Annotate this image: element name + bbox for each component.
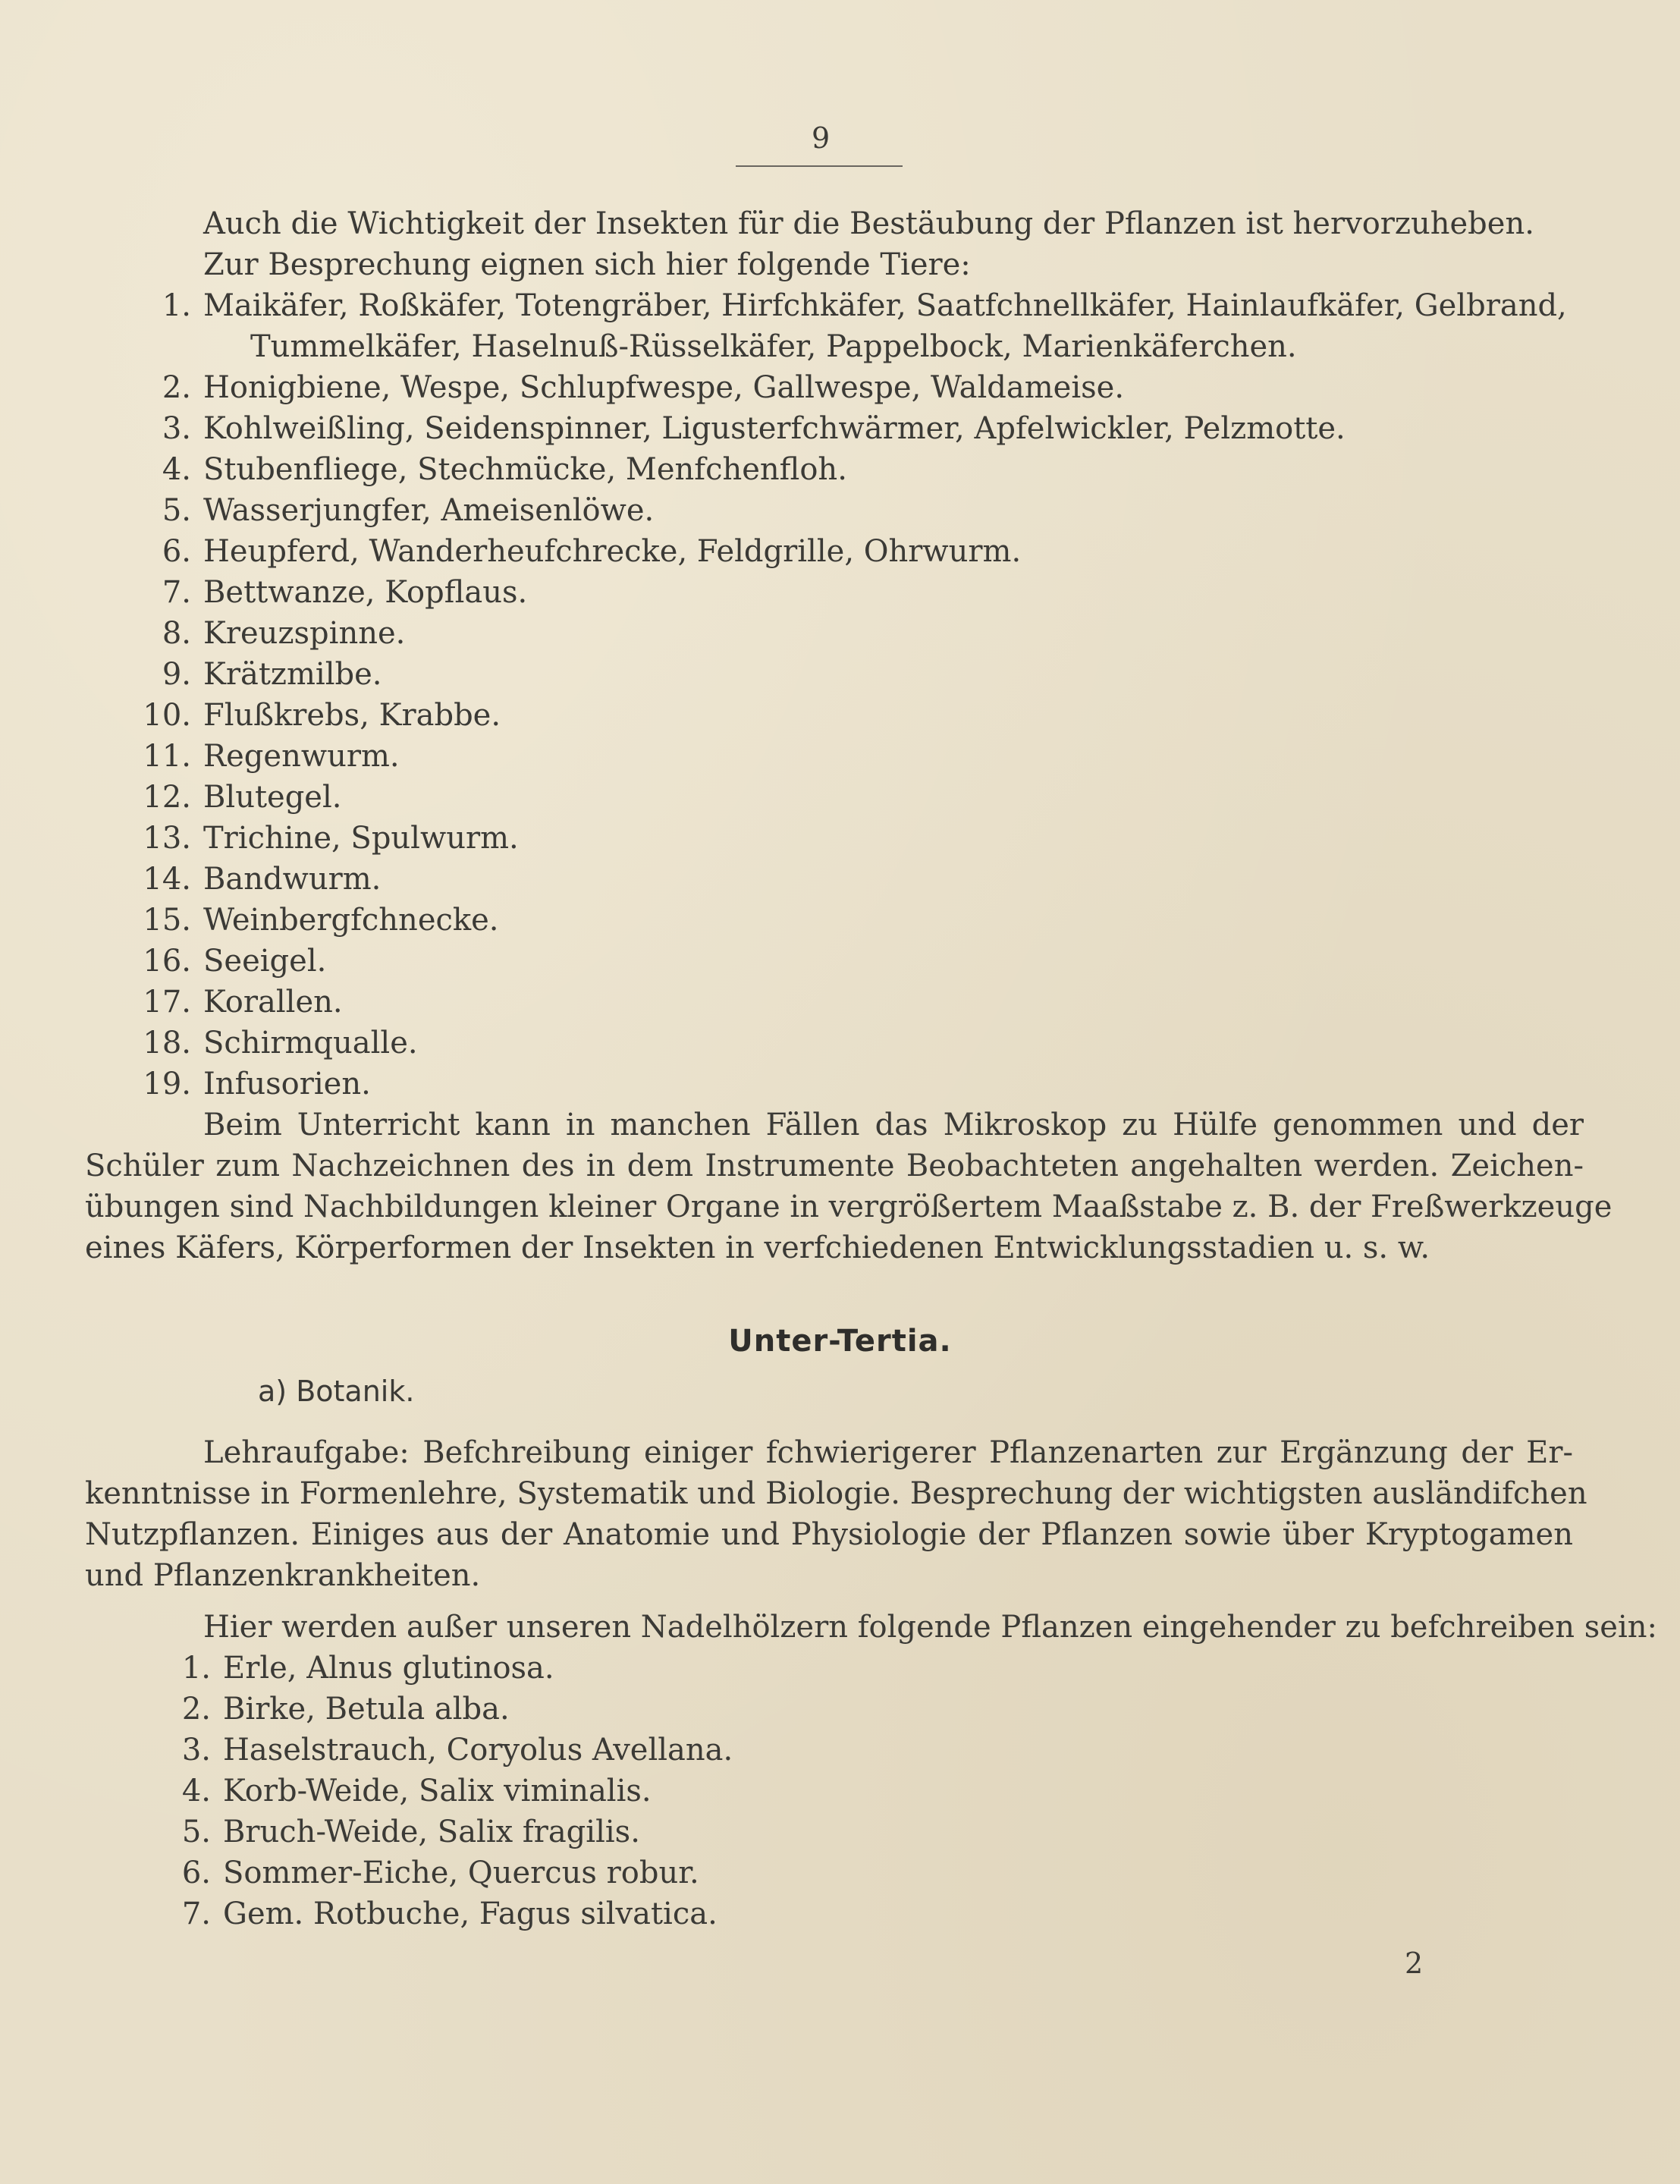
list-text: Korallen. — [203, 985, 343, 1020]
list-number: 5. — [181, 1815, 211, 1849]
list-number: 2. — [181, 1692, 211, 1727]
list-number: 3. — [181, 1733, 211, 1768]
paragraph-line: Lehraufgabe: Befchreibung einiger fchwierigerer Pflanzenarten zur Ergänzung der Er- — [203, 1435, 1573, 1470]
list-text: Krätzmilbe. — [203, 657, 382, 692]
plant-list-item — [177, 1812, 640, 1852]
paragraph-line: Schüler zum Nachzeichnen des in dem Instrumente Beobachteten angehalten werden. Zeichen- — [85, 1149, 1584, 1183]
paragraph-line: eines Käfers, Körperformen der Insekten in verfchiedenen Entwicklungsstadien u. s. w. — [85, 1230, 1430, 1265]
list-number: 7. — [162, 575, 191, 610]
paragraph-line: Beim Unterricht kann in manchen Fällen das Mikroskop zu Hülfe genommen und der — [203, 1108, 1584, 1142]
list-number: 3. — [162, 411, 191, 446]
list-text: Bandwurm. — [203, 862, 382, 897]
list-text: Bettwanze, Kopflaus. — [203, 575, 528, 610]
animal-list-item — [137, 1064, 371, 1105]
list-text: Trichine, Spulwurm. — [203, 821, 519, 856]
paragraph-line: und Pflanzenkrankheiten. — [85, 1558, 481, 1593]
list-text: Maikäfer, Roßkäfer, Totengräber, Hirfchkäfer, Saatfchnellkäfer, Hainlaufkäfer, Gelbrand, — [203, 288, 1567, 323]
list-text: Bruch-Weide, Salix fragilis. — [223, 1815, 640, 1849]
animal-list-item-continuation: Tummelkäfer, Haselnuß-Rüsselkäfer, Pappelbock, Marienkäferchen. — [250, 329, 1297, 364]
list-text: Sommer-Eiche, Quercus robur. — [223, 1856, 699, 1890]
list-text: Haselstrauch, Coryolus Avellana. — [223, 1733, 733, 1768]
animal-list-item — [137, 449, 847, 490]
plant-list-item — [177, 1689, 510, 1730]
list-number: 5. — [162, 493, 191, 528]
animal-list-item — [137, 982, 343, 1023]
list-number: 18. — [143, 1026, 191, 1061]
intro-line-2: Zur Besprechung eignen sich hier folgende Tiere: — [203, 247, 971, 282]
list-number: 12. — [143, 780, 191, 815]
list-number: 9. — [162, 657, 191, 692]
animal-list-item — [137, 859, 381, 900]
animal-list-item — [137, 408, 1346, 449]
list-text: Kohlweißling, Seidenspinner, Ligusterfchwärmer, Apfelwickler, Pelzmotte. — [203, 411, 1346, 446]
list-number: 8. — [162, 616, 191, 651]
list-text: Wasserjungfer, Ameisenlöwe. — [203, 493, 655, 528]
plant-list-item — [177, 1771, 652, 1812]
list-text: Blutegel. — [203, 780, 342, 815]
animal-list-item — [137, 285, 1567, 326]
list-number: 7. — [181, 1896, 211, 1931]
paragraph-line: kenntnisse in Formenlehre, Systematik und Biologie. Besprechung der wichtigsten ausländifchen — [85, 1476, 1587, 1511]
list-text: Seeigel. — [203, 944, 327, 979]
animal-list-item — [137, 900, 499, 941]
animal-list-item — [137, 490, 654, 531]
animal-list-item — [137, 1023, 418, 1064]
list-text: Weinbergfchnecke. — [203, 903, 499, 938]
list-text: Korb-Weide, Salix viminalis. — [223, 1774, 652, 1808]
paragraph-line: Nutzpflanzen. Einiges aus der Anatomie und Physiologie der Pflanzen sowie über Kryptogamen — [85, 1517, 1573, 1552]
animal-list-item — [137, 818, 519, 859]
section-heading: Unter-Tertia. — [728, 1324, 952, 1359]
plants-intro: Hier werden außer unseren Nadelhölzern folgende Pflanzen eingehender zu befchreiben sein: — [203, 1610, 1658, 1645]
list-text: Kreuzspinne. — [203, 616, 406, 651]
list-text: Gem. Rotbuche, Fagus silvatica. — [223, 1896, 718, 1931]
list-text: Honigbiene, Wespe, Schlupfwespe, Gallwespe, Waldameise. — [203, 370, 1125, 405]
list-number: 4. — [181, 1774, 211, 1808]
paragraph-line: übungen sind Nachbildungen kleiner Organe in vergrößertem Maaßstabe z. B. der Freßwerkzeuge — [85, 1189, 1612, 1224]
list-text: Heupferd, Wanderheufchrecke, Feldgrille, Ohrwurm. — [203, 534, 1022, 569]
list-text: Schirmqualle. — [203, 1026, 418, 1061]
list-text: Infusorien. — [203, 1067, 371, 1101]
list-number: 16. — [143, 944, 191, 979]
list-number: 6. — [162, 534, 191, 569]
list-number: 1. — [162, 288, 191, 323]
list-text: Stubenfliege, Stechmücke, Menfchenfloh. — [203, 452, 847, 487]
plant-list-item — [177, 1730, 733, 1771]
animal-list-item — [137, 613, 405, 654]
list-number: 4. — [162, 452, 191, 487]
list-text: Birke, Betula alba. — [223, 1692, 510, 1727]
plant-list-item — [177, 1852, 699, 1893]
list-number: 1. — [181, 1651, 211, 1686]
plant-list-item — [177, 1893, 718, 1934]
list-number: 19. — [143, 1067, 191, 1101]
signature-mark: 2 — [1405, 1947, 1424, 1980]
list-number: 15. — [143, 903, 191, 938]
list-number: 6. — [181, 1856, 211, 1890]
animal-list-item — [137, 367, 1124, 408]
animal-list-item — [137, 695, 501, 736]
list-text: Regenwurm. — [203, 739, 400, 774]
animal-list-item — [137, 941, 326, 982]
plant-list-item — [177, 1648, 554, 1689]
list-number: 10. — [143, 698, 191, 733]
list-number: 2. — [162, 370, 191, 405]
list-number: 11. — [143, 739, 191, 774]
list-text: Erle, Alnus glutinosa. — [223, 1651, 554, 1686]
list-number: 13. — [143, 821, 191, 856]
list-number: 14. — [143, 862, 191, 897]
page-number-rule — [736, 165, 903, 167]
intro-line-1: Auch die Wichtigkeit der Insekten für die Bestäubung der Pflanzen ist hervorzuheben. — [203, 206, 1534, 241]
page-number: 9 — [812, 121, 831, 155]
animal-list-item — [137, 654, 382, 695]
animal-list-item — [137, 777, 341, 818]
list-text: Flußkrebs, Krabbe. — [203, 698, 501, 733]
section-subheading: a) Botanik. — [258, 1375, 415, 1408]
animal-list-item — [137, 736, 400, 777]
animal-list-item — [137, 531, 1021, 572]
list-number: 17. — [143, 985, 191, 1020]
animal-list-item — [137, 572, 527, 613]
